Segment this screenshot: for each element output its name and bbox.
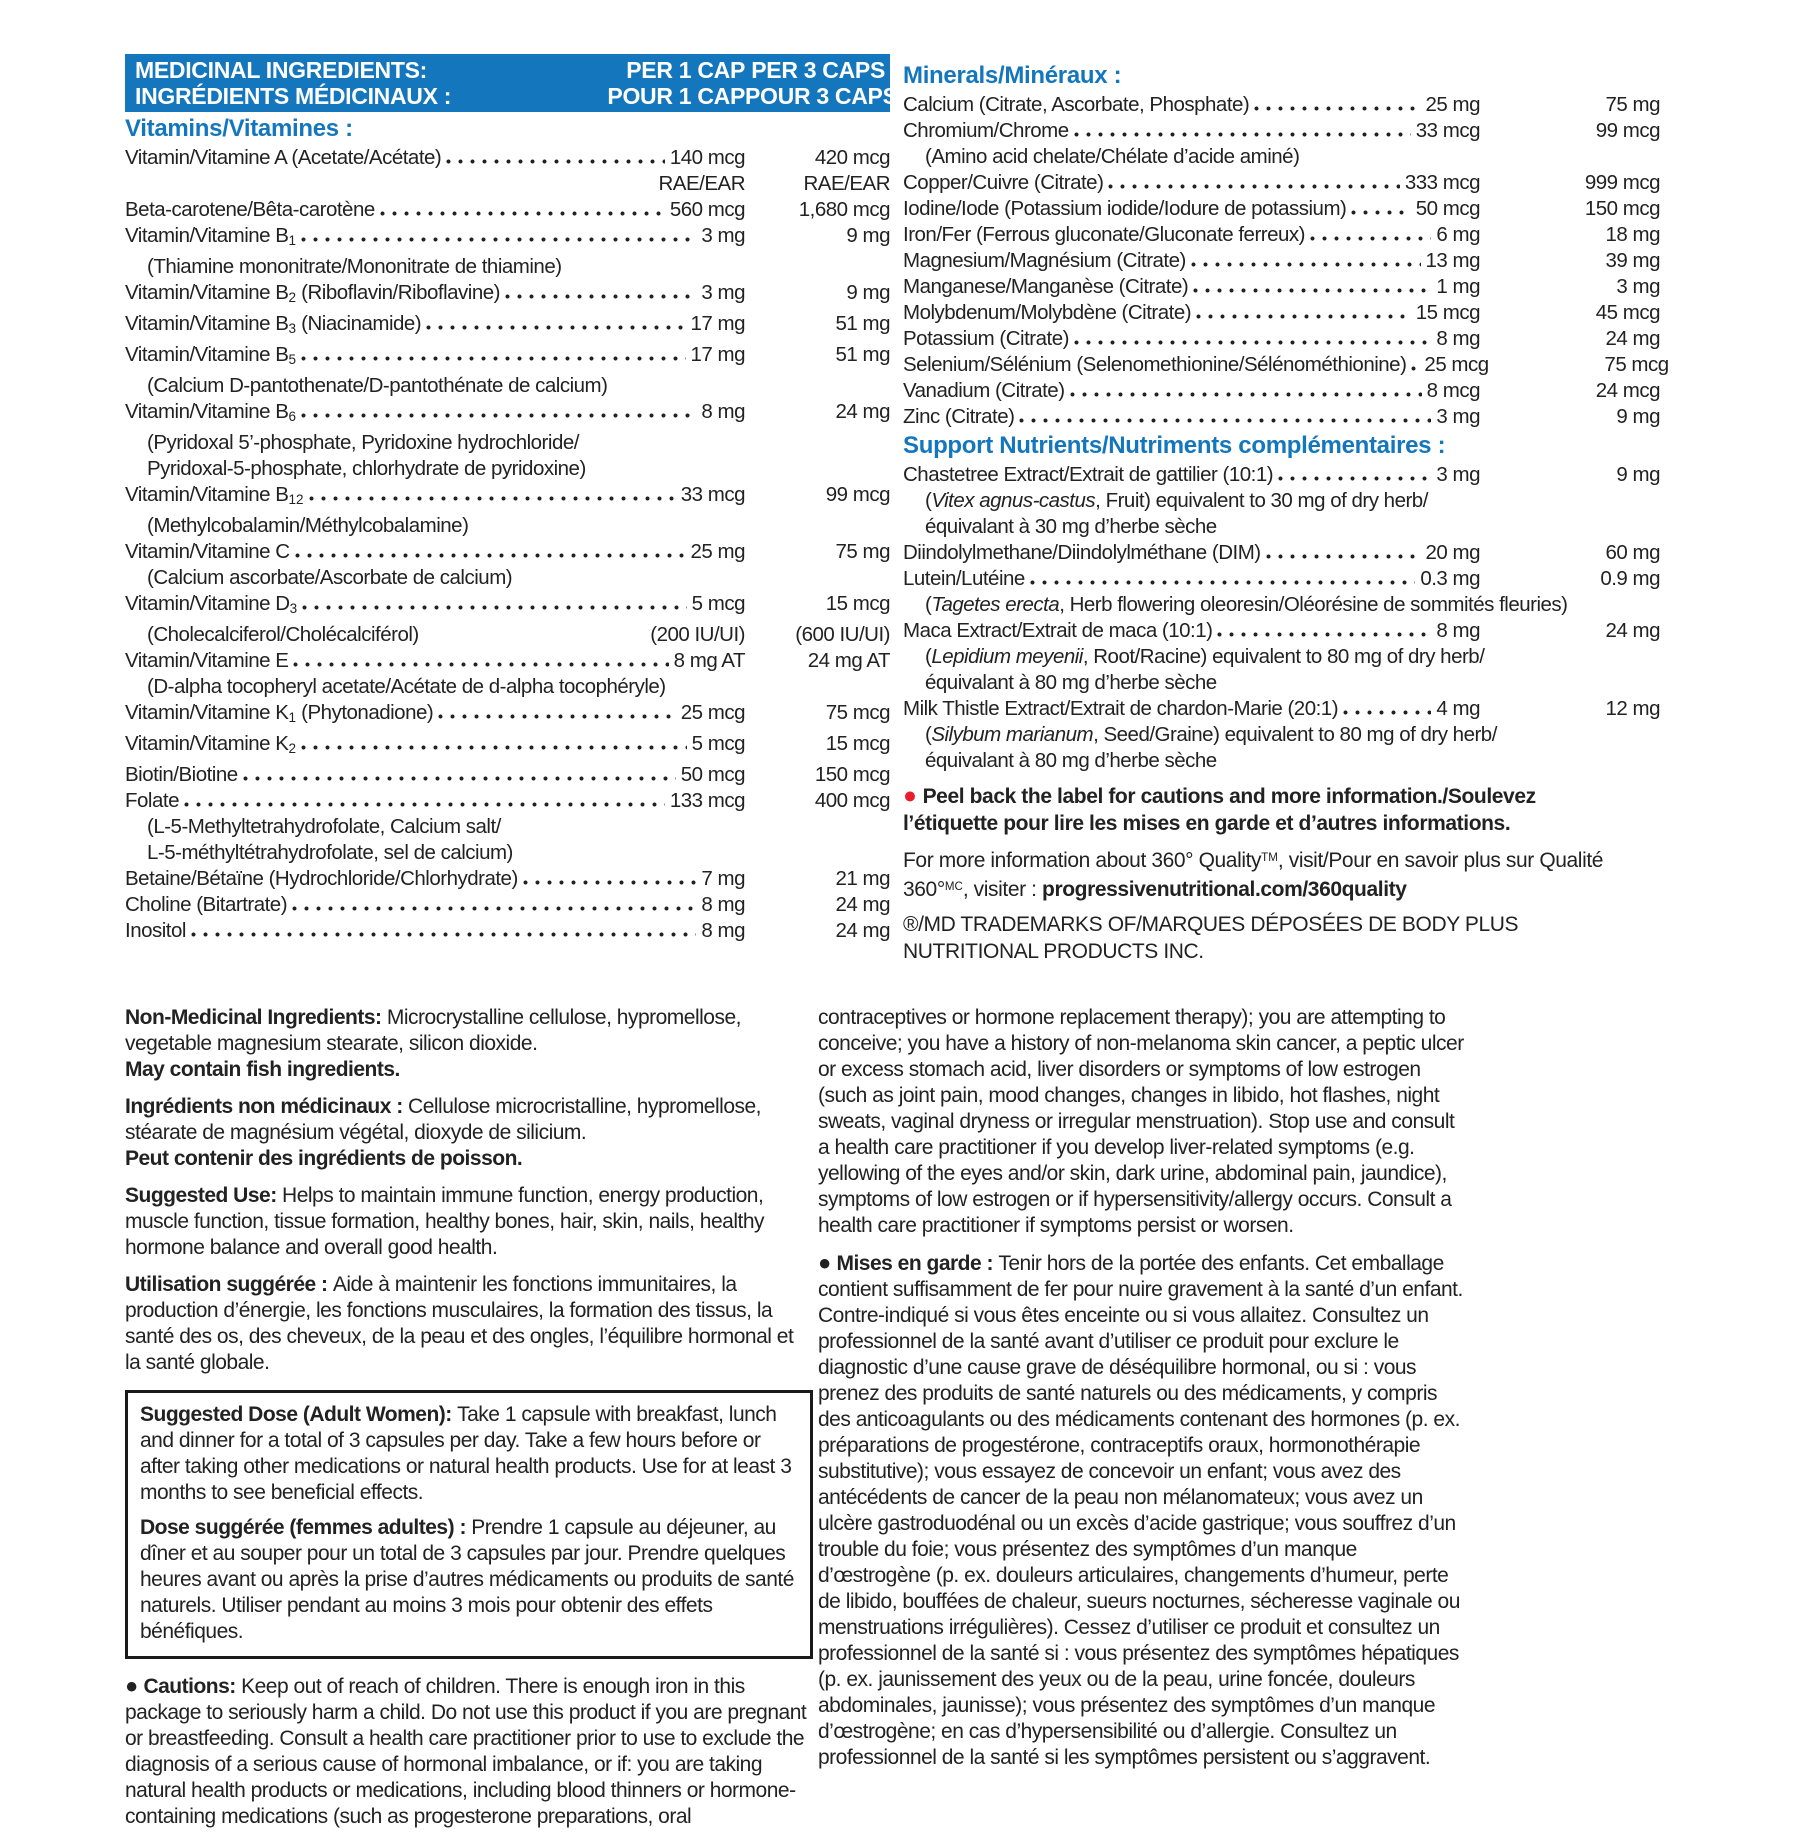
- per-1-cap-value: 8 mg: [701, 892, 745, 916]
- dot-leader: [1343, 710, 1431, 715]
- text-run: Prendre 1 capsule au déjeuner, au dîner et au souper pour un total de 3 capsules par jour. Prendre quelques heures avant ou après la prise d’autres médicaments ou produits de santé naturels. Utiliser pendant au moins 3 mois pour obtenir des effets bénéfiques.: [140, 1516, 794, 1643]
- per-3-caps-value: 99 mcg: [825, 482, 890, 506]
- ingredient-row: [903, 248, 1660, 274]
- ingredient-sub-row: (Silybum marianum, Seed/Graine) equivalent to 80 mg of dry herb/: [925, 723, 1497, 746]
- ingredient-row: [125, 145, 890, 171]
- dot-leader: [1351, 210, 1410, 215]
- per-3-caps-value: 75 mg: [1605, 93, 1660, 116]
- text-run: Keep out of reach of children. There is enough iron in this package to seriously harm a child. Do not use this product if you are pregnant or breastfeeding. Consult a health care practitioner prior to use to exclude the diagnosis of a serious cause of hormonal imbalance, or if: you are taking natural health products or medications, including blood thinners or hormone-containing medications (such as progesterone preparations, oral: [125, 1675, 807, 1828]
- dot-leader: [1310, 236, 1431, 241]
- per-1-cap-value: 17 mg: [690, 342, 745, 366]
- dot-leader: [1196, 314, 1411, 319]
- ingredient-sub-row: (Pyridoxal 5’-phosphate, Pyridoxine hydrochloride/: [147, 430, 579, 454]
- per-1-cap-value: 15 mcg: [1415, 301, 1480, 324]
- text-run: ®/MD TRADEMARKS OF/MARQUES DÉPOSÉES DE BODY PLUS NUTRITIONAL PRODUCTS INC.: [903, 912, 1519, 963]
- per-3-caps-value: 45 mcg: [1595, 301, 1660, 324]
- per-3-caps-value: 99 mcg: [1595, 119, 1660, 142]
- ingredient-row: [125, 399, 890, 430]
- peel-back-note: [903, 782, 1613, 837]
- vitamins-heading: Vitamins/Vitamines :: [125, 115, 353, 142]
- per-3-caps-value: 51 mg: [835, 311, 890, 335]
- text-run: Dose suggérée (femmes adultes) :: [140, 1516, 472, 1539]
- red-bullet-icon: ●: [903, 782, 923, 808]
- cautions-en: [125, 1673, 813, 1830]
- dot-leader: [191, 932, 696, 937]
- per-3-caps-value: 24 mg: [835, 399, 890, 423]
- per-1-cap-value: 13 mg: [1425, 249, 1480, 272]
- ingredient-name: Milk Thistle Extract/Extrait de chardon-Marie (20:1): [903, 697, 1339, 720]
- subscript: 5: [288, 351, 296, 367]
- per-1-cap-value: 8 mg: [701, 918, 745, 942]
- per-3-caps-value: 150 mcg: [814, 762, 890, 786]
- ingredient-name: Chromium/Chrome: [903, 119, 1069, 142]
- ingredient-sub-row: (Thiamine mononitrate/Mononitrate de thiamine): [147, 254, 562, 278]
- dot-leader: [1074, 340, 1431, 345]
- ingredient-name: Vitamin/Vitamine $K_1$ (Phytonadione): [125, 700, 434, 725]
- dot-leader: [293, 662, 668, 667]
- bullet-icon: ●: [125, 1673, 144, 1698]
- dot-leader: [1070, 392, 1422, 397]
- ingredient-row: [125, 788, 890, 814]
- dot-leader: [301, 745, 687, 750]
- vitamins-rows: [125, 145, 890, 944]
- per-3-caps-value: 24 mg: [835, 918, 890, 942]
- ingredient-row: [903, 378, 1660, 404]
- ingredient-name: Vitamin/Vitamine $B_3$ (Niacinamide): [125, 311, 422, 336]
- per-1-cap-value: 140 mcg: [669, 146, 745, 169]
- dot-leader: [523, 880, 697, 885]
- per-3-caps-value: (600 IU/UI): [795, 622, 890, 646]
- dot-leader: [1191, 262, 1421, 267]
- ingredient-name: Vitamin/Vitamine $B_5$: [125, 342, 296, 367]
- ingredient-row: [125, 918, 890, 944]
- per-3-caps-value: 9 mg: [1616, 405, 1660, 428]
- cautions-paragraphs: [125, 1673, 813, 1830]
- ingredient-row: [903, 92, 1660, 118]
- ingredient-sub-name: (Cholecalciferol/Cholécalciférol): [147, 622, 419, 646]
- text-run: Microcrystalline cellulose, hypromellose, vegetable magnesium stearate, silicon dioxide.: [125, 1006, 741, 1055]
- fish-warning-en: [125, 1057, 813, 1083]
- cautions-fr: [818, 1250, 1468, 1771]
- ingredient-row: [903, 300, 1660, 326]
- dot-leader: [446, 159, 665, 164]
- text-run: Aide à maintenir les fonctions immunitaires, la production d’énergie, les fonctions musculaires, la formation des tissus, la santé des os, des cheveux, de la peau et des ongles, l’équilibre hormonal et la santé globale.: [125, 1273, 794, 1374]
- ingredient-name: Vanadium (Citrate): [903, 379, 1065, 402]
- ingredient-name: Vitamin/Vitamine $B_1$: [125, 224, 296, 248]
- ingredient-name: Vitamin/Vitamine $B_2$ (Riboflavin/Riboflavine): [125, 280, 500, 305]
- text-run: Helps to maintain immune function, energy production, muscle function, tissue formation, healthy bones, hair, skin, nails, healthy hormone balance and overall good health.: [125, 1184, 765, 1259]
- per-3-caps-value: 420 mcg: [814, 146, 890, 169]
- species-name: Vitex agnus-castus: [931, 489, 1096, 512]
- ingredient-sub-row: [125, 622, 890, 648]
- per-1-cap-value: 3 mg: [1436, 405, 1480, 428]
- per-1-cap-value: 8 mcg: [1426, 379, 1480, 402]
- ingredient-sub-row: (Amino acid chelate/Chélate d’acide aminé): [925, 145, 1300, 168]
- text-run: Take 1 capsule with breakfast, lunch and dinner for a total of 3 capsules per day. Take a few hours before or after taking other medications or natural health products. Use for at least 3 months to see beneficial effects.: [140, 1403, 792, 1504]
- per-1-cap-value: 560 mcg: [669, 198, 745, 221]
- dot-leader: [1019, 418, 1431, 423]
- ingredient-row: [903, 540, 1660, 566]
- minerals-heading: Minerals/Minéraux :: [903, 62, 1122, 89]
- bottom-right-column: [818, 1005, 1468, 1782]
- per-3-caps-value: 9 mg: [846, 280, 890, 304]
- per-1-cap-value: (200 IU/UI): [650, 622, 745, 646]
- per-3-caps-value: 24 mg: [1605, 327, 1660, 350]
- ingredient-name: Vitamin/Vitamine C: [125, 539, 290, 563]
- ingredient-sub-row: (Methylcobalamin/Méthylcobalamine): [147, 513, 469, 537]
- ingredient-name: Magnesium/Magnésium (Citrate): [903, 249, 1186, 272]
- subscript: 3: [288, 320, 296, 336]
- per-1-cap-value: 6 mg: [1436, 223, 1480, 246]
- ingredient-name: Iron/Fer (Ferrous gluconate/Gluconate ferreux): [903, 223, 1305, 246]
- text-run: Cautions:: [143, 1675, 242, 1698]
- header-title-en: MEDICINAL INGREDIENTS:: [135, 57, 427, 83]
- ingredient-row: [903, 274, 1660, 300]
- per-1-cap-value: 0.3 mg: [1420, 567, 1480, 590]
- per-3-caps-value: RAE/EAR: [803, 172, 890, 195]
- dot-leader: [1411, 366, 1419, 371]
- per-1-cap-value: 20 mg: [1425, 541, 1480, 564]
- per-1-cap-value: 133 mcg: [669, 788, 745, 812]
- label-notes: [903, 782, 1613, 965]
- text-run: , visit/Pour en savoir plus sur Qualité 360°: [903, 848, 1604, 901]
- ingredient-name: Beta-carotene/Bêta-carotène: [125, 198, 375, 221]
- per-1-cap-value: 3 mg: [701, 224, 745, 247]
- ingredient-row: [903, 696, 1660, 722]
- ingredient-row: [125, 648, 890, 674]
- ingredient-row: [125, 762, 890, 788]
- per-3-caps-value: 39 mg: [1605, 249, 1660, 272]
- per-1-cap-value: 25 mg: [1425, 93, 1480, 116]
- website-url: progressivenutritional.com/360quality: [1042, 877, 1407, 901]
- dot-leader: [505, 294, 696, 299]
- per-1-cap-value: 5 mcg: [691, 731, 745, 755]
- per-1-cap-value: 5 mcg: [691, 591, 745, 615]
- per-1-cap-value: 3 mg: [1436, 463, 1480, 486]
- ingredient-row: [125, 866, 890, 892]
- subscript: 12: [288, 491, 304, 507]
- per-1-cap-value: 3 mg: [701, 280, 745, 304]
- suggested-use-en: [125, 1183, 813, 1261]
- ingredient-row: [903, 326, 1660, 352]
- per-1-cap-value: 7 mg: [701, 866, 745, 890]
- ingredient-row: [903, 404, 1660, 430]
- dot-leader: [438, 714, 676, 719]
- text-run: , visiter :: [962, 877, 1043, 901]
- ingredient-sub-row: (Vitex agnus-castus, Fruit) equivalent to 30 mg of dry herb/: [925, 489, 1428, 512]
- per-1-cap-value: 333 mcg: [1404, 171, 1480, 194]
- per-3-caps-value: 60 mg: [1605, 541, 1660, 564]
- dot-leader: [301, 237, 696, 242]
- per-1-cap-value: RAE/EAR: [658, 172, 745, 195]
- ingredient-row: [903, 566, 1660, 592]
- subscript: 3: [289, 600, 298, 616]
- per-1-cap-value: 1 mg: [1436, 275, 1480, 298]
- per-1-cap-value: 8 mg: [1436, 619, 1480, 642]
- ingredient-row: [125, 731, 890, 762]
- species-name: Silybum marianum: [931, 723, 1094, 746]
- suggested-use-fr: [125, 1272, 813, 1376]
- per-1-cap-value: 50 mcg: [1415, 197, 1480, 220]
- per-3-caps-value: 0.9 mg: [1600, 567, 1660, 590]
- per-3-caps-value: 15 mcg: [825, 591, 890, 615]
- species-name: Lepidium meyenii: [931, 645, 1083, 668]
- text-run: Ingrédients non médicinaux :: [125, 1095, 409, 1118]
- text-run: Mises en garde :: [836, 1252, 999, 1275]
- dot-leader: [1254, 106, 1420, 111]
- suggested-dose-fr: [140, 1515, 798, 1645]
- quality-info: [903, 845, 1613, 903]
- per-3-caps-value: 999 mcg: [1584, 171, 1660, 194]
- per-1-cap-value: 17 mg: [690, 311, 745, 335]
- dot-leader: [292, 906, 696, 911]
- ingredient-name: Molybdenum/Molybdène (Citrate): [903, 301, 1192, 324]
- superscript: TM: [1261, 852, 1278, 864]
- per-3-caps-value: 24 mg: [1605, 619, 1660, 642]
- per-3-caps-value: 1,680 mcg: [798, 198, 890, 221]
- ingredient-row: [125, 700, 890, 731]
- dot-leader: [1278, 476, 1431, 481]
- dot-leader: [301, 356, 686, 361]
- ingredient-name: Biotin/Biotine: [125, 762, 238, 786]
- ingredient-name: Vitamin/Vitamine $B_6$: [125, 399, 296, 424]
- per-1-cap-column-header: [607, 57, 745, 109]
- ingredient-name: Calcium (Citrate, Ascorbate, Phosphate): [903, 93, 1250, 116]
- text-run: Peut contenir des ingrédients de poisson.: [125, 1147, 523, 1170]
- dot-leader: [1193, 288, 1431, 293]
- ingredient-row: [903, 196, 1660, 222]
- per-1-cap-en: PER 1 CAP: [626, 57, 745, 83]
- ingredient-sub-row: équivalant à 80 mg d’herbe sèche: [925, 749, 1217, 772]
- ingredient-name: Chastetree Extract/Extrait de gattilier (10:1): [903, 463, 1274, 486]
- per-3-caps-value: 24 mcg: [1595, 379, 1660, 402]
- text-run: Suggested Use:: [125, 1184, 283, 1207]
- ingredient-sub-row: équivalant à 30 mg d’herbe sèche: [925, 515, 1217, 538]
- suggested-dose-box: [125, 1390, 813, 1659]
- ingredient-row: [903, 618, 1660, 644]
- ingredient-name: Inositol: [125, 918, 186, 942]
- ingredient-name: Vitamin/Vitamine A (Acetate/Acétate): [125, 146, 442, 169]
- ingredient-sub-row: [125, 171, 890, 197]
- per-3-caps-value: 75 mcg: [1604, 353, 1669, 376]
- text-run: May contain fish ingredients.: [125, 1058, 400, 1081]
- ingredient-sub-row: (Calcium ascorbate/Ascorbate de calcium): [147, 565, 513, 589]
- dot-leader: [243, 776, 676, 781]
- medicinal-ingredients-header-bar: [125, 54, 898, 112]
- dot-leader: [426, 325, 685, 330]
- ingredient-name: Vitamin/Vitamine $B_{12}$: [125, 482, 304, 507]
- non-medicinal-en: [125, 1005, 813, 1057]
- ingredient-name: Betaine/Bétaïne (Hydrochloride/Chlorhydrate): [125, 866, 518, 890]
- ingredient-name: Maca Extract/Extrait de maca (10:1): [903, 619, 1213, 642]
- text-run: For more information about 360° Quality: [903, 848, 1262, 872]
- ingredient-name: Vitamin/Vitamine $D_3$: [125, 591, 298, 616]
- subscript: 2: [288, 740, 296, 756]
- bottom-left-paragraphs: [125, 1005, 813, 1376]
- ingredient-row: [125, 591, 890, 622]
- per-3-caps-value: 24 mg: [835, 892, 890, 916]
- per-1-cap-value: 25 mg: [690, 539, 745, 563]
- header-title-fr: INGRÉDIENTS MÉDICINAUX :: [135, 83, 452, 109]
- per-3-caps-en: PER 3 CAPS: [751, 57, 885, 83]
- dot-leader: [295, 553, 686, 558]
- ingredient-sub-row: (Calcium D-pantothenate/D-pantothénate de calcium): [147, 373, 608, 397]
- per-1-cap-value: 25 mcg: [680, 700, 745, 724]
- text-run: Cellulose microcristalline, hypromellose, stéarate de magnésium végétal, dioxyde de silicium.: [125, 1095, 762, 1144]
- per-3-caps-fr: POUR 3 CAPS: [745, 83, 898, 109]
- ingredient-name: Selenium/Sélénium (Selenomethionine/Sélénométhionine): [903, 353, 1407, 376]
- text-run: Suggested Dose (Adult Women):: [140, 1403, 458, 1426]
- ingredient-row: [125, 482, 890, 513]
- support-nutrients-rows: [903, 462, 1660, 774]
- bullet-icon: ●: [818, 1250, 837, 1275]
- bottom-left-column: [125, 1005, 813, 1841]
- dot-leader: [1108, 184, 1399, 189]
- dot-leader: [1030, 580, 1416, 585]
- subscript: 2: [288, 289, 296, 305]
- ingredient-row: [903, 352, 1669, 378]
- per-3-caps-value: 75 mcg: [825, 700, 890, 724]
- ingredient-sub-row: (Lepidium meyenii, Root/Racine) equivalent to 80 mg of dry herb/: [925, 645, 1485, 668]
- dot-leader: [1074, 132, 1411, 137]
- dot-leader: [301, 413, 696, 418]
- per-1-cap-fr: POUR 1 CAP: [607, 83, 745, 109]
- dot-leader: [380, 211, 665, 216]
- dot-leader: [1217, 632, 1431, 637]
- ingredient-row: [125, 311, 890, 342]
- per-3-caps-value: 15 mcg: [825, 731, 890, 755]
- ingredient-row: [125, 539, 890, 565]
- text-run: Peel back the label for cautions and more information./Soulevez l’étiquette pour lire les mises en garde et d’autres informations.: [903, 785, 1536, 835]
- per-3-caps-value: 400 mcg: [814, 788, 890, 812]
- ingredient-row: [903, 118, 1660, 144]
- ingredient-name: Vitamin/Vitamine E: [125, 648, 289, 672]
- trademark-line: [903, 911, 1613, 965]
- per-3-caps-value: 21 mg: [835, 866, 890, 890]
- minerals-column: [903, 60, 1669, 973]
- species-name: Tagetes erecta: [931, 593, 1060, 616]
- per-3-caps-value: 12 mg: [1605, 697, 1660, 720]
- ingredient-sub-row: Pyridoxal-5-phosphate, chlorhydrate de pyridoxine): [147, 456, 586, 480]
- per-3-caps-value: 18 mg: [1605, 223, 1660, 246]
- ingredient-name: Folate: [125, 788, 179, 812]
- ingredient-name: Lutein/Lutéine: [903, 567, 1025, 590]
- per-3-caps-column-header: [745, 57, 898, 109]
- ingredient-row: [903, 462, 1660, 488]
- per-3-caps-value: 150 mcg: [1584, 197, 1660, 220]
- ingredient-row: [125, 223, 890, 254]
- per-3-caps-value: 75 mg: [835, 539, 890, 563]
- ingredient-row: [903, 222, 1660, 248]
- per-1-cap-value: 50 mcg: [680, 762, 745, 786]
- ingredient-row: [125, 280, 890, 311]
- cautions-en-continued: [818, 1005, 1468, 1239]
- per-1-cap-value: 33 mcg: [680, 482, 745, 506]
- header-title: [135, 57, 607, 109]
- per-1-cap-value: 33 mcg: [1415, 119, 1480, 142]
- bottom-right-paragraphs: [818, 1005, 1468, 1771]
- dot-leader: [1266, 554, 1421, 559]
- ingredient-sub-row: (L-5-Methyltetrahydrofolate, Calcium salt/: [147, 814, 501, 838]
- ingredient-sub-row: (D-alpha tocopheryl acetate/Acétate de d-alpha tocophéryle): [147, 674, 666, 698]
- subscript: 6: [288, 408, 296, 424]
- ingredient-name: Zinc (Citrate): [903, 405, 1015, 428]
- per-1-cap-value: 8 mg AT: [673, 648, 745, 672]
- dot-leader: [302, 605, 687, 610]
- ingredient-name: Vitamin/Vitamine $K_2$: [125, 731, 296, 756]
- ingredient-name: Potassium (Citrate): [903, 327, 1069, 350]
- ingredient-row: [125, 892, 890, 918]
- dot-leader: [309, 496, 676, 501]
- ingredient-name: Iodine/Iode (Potassium iodide/Iodure de potassium): [903, 197, 1347, 220]
- suggested-dose-en: [140, 1402, 798, 1506]
- per-3-caps-value: 3 mg: [1616, 275, 1660, 298]
- text-run: Tenir hors de la portée des enfants. Cet emballage contient suffisamment de fer pour nuire gravement à la santé d’un enfant. Contre-indiqué si vous êtes enceinte ou si vous allaitez. Consultez un professionnel de la santé avant d’utiliser ce produit pour exclure le diagnostic d’une cause grave de déséquilibre hormonal, ou si : vous prenez des produits de santé naturels ou des médicaments, y compris des anticoagulants ou des médicaments contenant des hormones (p. ex. préparations de progestérone, contraceptifs oraux, hormonothérapie substitutive); vous essayez de concevoir un enfant; vous avez des antécédents de cancer de la peau non mélanomateux; vous avez un ulcère gastroduodénal ou un excès d’acide gastrique; vous souffrez d’un trouble du foie; vous présentez des symptômes d’un manque d’œstrogène (p. ex. douleurs articulaires, changements d’humeur, perte de libido, bouffées de chaleur, sueurs nocturnes, sécheresse vaginale ou menstruations irrégulières). Cessez d’utiliser ce produit et consultez un professionnel de la santé si : vous présentez des symptômes hépatiques (p. ex. jaunissement des yeux ou de la peau, urine foncée, douleurs abdominales, jaunisse); vous présentez des symptômes d’un manque d’œstrogène; en cas d’hypersensibilité ou d’allergie. Consultez un professionnel de la santé si les symptômes persistent ou s’aggravent.: [818, 1252, 1463, 1769]
- ingredient-name: Choline (Bitartrate): [125, 892, 288, 916]
- ingredient-sub-row: (Tagetes erecta, Herb flowering oleoresin/Oléorésine de sommités fleuries): [925, 593, 1568, 616]
- ingredient-sub-row: équivalant à 80 mg d’herbe sèche: [925, 671, 1217, 694]
- non-medicinal-fr: [125, 1094, 813, 1146]
- per-1-cap-value: 4 mg: [1436, 697, 1480, 720]
- per-1-cap-value: 8 mg: [701, 399, 745, 423]
- ingredient-name: Copper/Cuivre (Citrate): [903, 171, 1104, 194]
- per-3-caps-value: 24 mg AT: [807, 648, 890, 672]
- text-run: contraceptives or hormone replacement therapy); you are attempting to conceive; you have a history of non-melanoma skin cancer, a peptic ulcer or excess stomach acid, liver disorders or symptoms of low estrogen (such as joint pain, mood changes, changes in libido, hot flashes, night sweats, vaginal dryness or irregular menstruation). Stop use and consult a health care practitioner if you develop liver-related symptoms (e.g. yellowing of the eyes and/or skin, dark urine, abdominal pain, jaundice), symptoms of low estrogen or if hypersensitivity/allergy occurs. Consult a health care practitioner if symptoms persist or worsen.: [818, 1006, 1464, 1237]
- ingredient-name: Diindolylmethane/Diindolylméthane (DIM): [903, 541, 1261, 564]
- ingredient-sub-row: L-5-méthyltétrahydrofolate, sel de calcium): [147, 840, 513, 864]
- per-1-cap-value: 25 mcg: [1424, 353, 1489, 376]
- superscript: MC: [944, 880, 963, 893]
- text-run: Non-Medicinal Ingredients:: [125, 1006, 387, 1029]
- ingredient-row: [903, 170, 1660, 196]
- per-3-caps-value: 51 mg: [835, 342, 890, 366]
- ingredient-name: Manganese/Manganèse (Citrate): [903, 275, 1189, 298]
- ingredient-row: [125, 342, 890, 373]
- text-run: Utilisation suggérée :: [125, 1273, 333, 1296]
- subscript: 1: [288, 232, 296, 248]
- per-1-cap-value: 8 mg: [1436, 327, 1480, 350]
- dot-leader: [184, 802, 665, 807]
- ingredient-row: [125, 197, 890, 223]
- subscript: 1: [288, 709, 296, 725]
- support-nutrients-heading: Support Nutrients/Nutriments complémentaires :: [903, 432, 1446, 459]
- per-3-caps-value: 9 mg: [1616, 463, 1660, 486]
- per-3-caps-value: 9 mg: [846, 224, 890, 247]
- vitamins-column: [125, 113, 890, 944]
- minerals-rows: [903, 92, 1669, 430]
- fish-warning-fr: [125, 1146, 813, 1172]
